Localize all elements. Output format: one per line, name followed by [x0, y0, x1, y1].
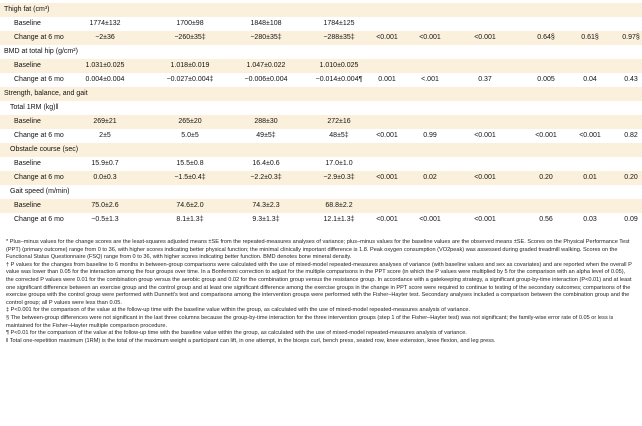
p-value-cell: 0.09 — [624, 216, 638, 223]
table-section-row — [0, 87, 642, 101]
value-cell: 68.8±2.2 — [325, 202, 353, 209]
value-cell: 265±20 — [178, 118, 202, 125]
value-cell: −0.014±0.004¶ — [315, 76, 363, 83]
row-label: Baseline — [14, 118, 41, 125]
p-value-cell: 0.20 — [539, 174, 553, 181]
p-value-cell: 0.001 — [378, 76, 396, 83]
p-value-cell: 0.61§ — [581, 34, 599, 41]
row-label: Baseline — [14, 62, 41, 69]
p-value-cell: 0.64§ — [537, 34, 555, 41]
p-value-cell: 0.005 — [537, 76, 555, 83]
table-footnotes — [6, 239, 634, 345]
value-cell: −0.006±0.004 — [244, 76, 288, 83]
row-label: Baseline — [14, 202, 41, 209]
value-cell: 9.3±1.3‡ — [252, 216, 280, 223]
value-cell: 1.047±0.022 — [246, 62, 286, 69]
value-cell: 75.0±2.6 — [91, 202, 119, 209]
row-section-label: Obstacle course (sec) — [10, 146, 79, 153]
p-value-cell: <0.001 — [474, 132, 496, 139]
p-value-cell: 0.04 — [583, 76, 597, 83]
p-value-cell: 0.01 — [583, 174, 597, 181]
row-section-label: Total 1RM (kg)‖ — [10, 104, 59, 111]
footnote-section: § The between-group differences were not significant in the last three columns because the group-by-time interaction for the three intervention groups (step 1 of the Fisher–Hayter test) was not significant; the family-wise error rate of 0.05 or less is maintained for the Fisher–Hayter multiple comparison procedure. — [6, 314, 614, 329]
row-label: Change at 6 mo — [14, 174, 64, 181]
value-cell: 1700±98 — [176, 20, 204, 27]
value-cell: 272±16 — [327, 118, 351, 125]
value-cell: 1.031±0.025 — [85, 62, 125, 69]
footnote-dagger: † P values for the changes from baseline to 6 months in between-group comparisons were calculated with the use of mixed-model repeated-measures analyses of variance (with baseline values and sex as covariates) and are reported when the overall P value was lower than 0.05 for the interaction among the four groups over time. In a Bonferroni correction to adjust for the multiple comparisons in the PPT score (in which the P values were multiplied by 5 for the comparison with an alpha level of 0.05), the corrected P values were 0.01 for the combination group versus the aerobic group and 0.02 for the combination group versus the resistance group. In accordance with a gatekeeping strategy, a significant group-by-time interaction (P<0.01) and at least one significant difference between an exercise group and the control group and at least one significant difference among the exercise groups in the change in PPT score were required to continue to testing of the secondary outcomes; comparisons of the exercise groups with the control group were performed with Dunnett's test and comparisons among the intervention groups were performed with the Fisher–Hayter test. Secondary analyses included a comparison between the combination group and the control group; all P values were less than 0.05. — [6, 261, 632, 306]
p-value-cell: <0.001 — [376, 132, 398, 139]
p-value-cell: <.001 — [421, 76, 439, 83]
value-cell: 269±21 — [93, 118, 117, 125]
p-value-cell: 0.43 — [624, 76, 638, 83]
row-label: Baseline — [14, 20, 41, 27]
row-label: Change at 6 mo — [14, 132, 64, 139]
row-section-label: BMD at total hip (g/cm²) — [4, 48, 78, 55]
table-row — [0, 31, 642, 45]
value-cell: −280±35‡ — [250, 34, 282, 41]
row-section-label: Thigh fat (cm³) — [4, 6, 50, 13]
value-cell: 288±30 — [254, 118, 278, 125]
row-label: Baseline — [14, 160, 41, 167]
p-value-cell: <0.001 — [376, 216, 398, 223]
p-value-cell: 0.03 — [583, 216, 597, 223]
value-cell: 49±5‡ — [256, 132, 276, 139]
footnote-pilcrow: ¶ P<0.01 for the comparison of the value at the follow-up time with the baseline value within the group, as calculated with the use of mixed-model repeated-measures analysis of variance. — [6, 330, 467, 337]
p-value-cell: 0.37 — [478, 76, 492, 83]
value-cell: −2±36 — [95, 34, 115, 41]
value-cell: 8.1±1.3‡ — [176, 216, 204, 223]
value-cell: 5.0±5 — [181, 132, 199, 139]
p-value-cell: 0.82 — [624, 132, 638, 139]
value-cell: −2.2±0.3‡ — [250, 174, 282, 181]
value-cell: 1848±108 — [250, 20, 282, 27]
table-row — [0, 115, 642, 129]
value-cell: −288±35‡ — [323, 34, 355, 41]
table-row — [0, 171, 642, 185]
value-cell: 2±5 — [99, 132, 111, 139]
row-section-label: Strength, balance, and gait — [4, 90, 88, 97]
row-label: Change at 6 mo — [14, 76, 64, 83]
table-row — [0, 157, 642, 171]
table-row — [0, 17, 642, 31]
value-cell: 1774±132 — [89, 20, 121, 27]
table-row — [0, 59, 642, 73]
value-cell: −1.5±0.4‡ — [174, 174, 206, 181]
value-cell: −260±35‡ — [174, 34, 206, 41]
value-cell: 17.0±1.0 — [325, 160, 353, 167]
p-value-cell: 0.02 — [423, 174, 437, 181]
p-value-cell: <0.001 — [419, 34, 441, 41]
footnote-double-dagger: ‡ P<0.001 for the comparison of the value at the follow-up time with the baseline value within the group, as calculated with the use of mixed-model repeated-measures analysis of variance. — [6, 307, 471, 314]
value-cell: 0.004±0.004 — [85, 76, 125, 83]
value-cell: 15.9±0.7 — [91, 160, 119, 167]
value-cell: 1784±125 — [323, 20, 355, 27]
p-value-cell: 0.97§ — [622, 34, 640, 41]
p-value-cell: 0.20 — [624, 174, 638, 181]
value-cell: 74.6±2.0 — [176, 202, 204, 209]
value-cell: −2.9±0.3‡ — [323, 174, 355, 181]
p-value-cell: <0.001 — [419, 216, 441, 223]
p-value-cell: <0.001 — [474, 174, 496, 181]
table-row — [0, 73, 642, 87]
value-cell: −0.027±0.004‡ — [166, 76, 214, 83]
table-row — [0, 199, 642, 213]
table-row — [0, 213, 642, 227]
table-section-row — [0, 143, 642, 157]
p-value-cell: <0.001 — [376, 174, 398, 181]
value-cell: 1.010±0.025 — [319, 62, 359, 69]
value-cell: −0.5±1.3 — [91, 216, 119, 223]
row-label: Change at 6 mo — [14, 216, 64, 223]
p-value-cell: <0.001 — [474, 216, 496, 223]
table-section-row — [0, 3, 642, 17]
value-cell: 74.3±2.3 — [252, 202, 280, 209]
row-section-label: Gait speed (m/min) — [10, 188, 70, 195]
footnote-double-bar: ‖ Total one-repetition maximum (1RM) is the total of the maximum weight a participant can lift, in one attempt, in the biceps curl, bench press, seated row, knee extension, knee flexion, and leg press. — [6, 337, 496, 344]
p-value-cell: 0.56 — [539, 216, 553, 223]
value-cell: 48±5‡ — [329, 132, 349, 139]
value-cell: 1.018±0.019 — [170, 62, 210, 69]
table-section-row — [0, 185, 642, 199]
p-value-cell: <0.001 — [474, 34, 496, 41]
row-label: Change at 6 mo — [14, 34, 64, 41]
table-section-row — [0, 101, 642, 115]
value-cell: 15.5±0.8 — [176, 160, 204, 167]
p-value-cell: <0.001 — [535, 132, 557, 139]
p-value-cell: <0.001 — [376, 34, 398, 41]
footnote-asterisk: * Plus–minus values for the change scores are the least-squares adjusted means ±SE from the repeated-measures analyses of variance; plus–minus values for the baseline values are the observed means ±SE. Scores on the Physical Performance Test (PPT) (primary outcome) range from 0 to 36, with higher scores indicating better physical function; the minimal clinically important difference is 1.8. Peak oxygen consumption (VO2peak) was assessed during graded treadmill walking. Scores on the Functional Status Questionnaire (FSQ) range from 0 to 36, with higher scores indicating better function. BMD denotes bone mineral density. — [6, 239, 630, 261]
p-value-cell: <0.001 — [579, 132, 601, 139]
table-section-row — [0, 45, 642, 59]
value-cell: 16.4±0.6 — [252, 160, 280, 167]
p-value-cell: 0.99 — [423, 132, 437, 139]
table-row — [0, 129, 642, 143]
value-cell: 0.0±0.3 — [93, 174, 117, 181]
value-cell: 12.1±1.3‡ — [323, 216, 355, 223]
